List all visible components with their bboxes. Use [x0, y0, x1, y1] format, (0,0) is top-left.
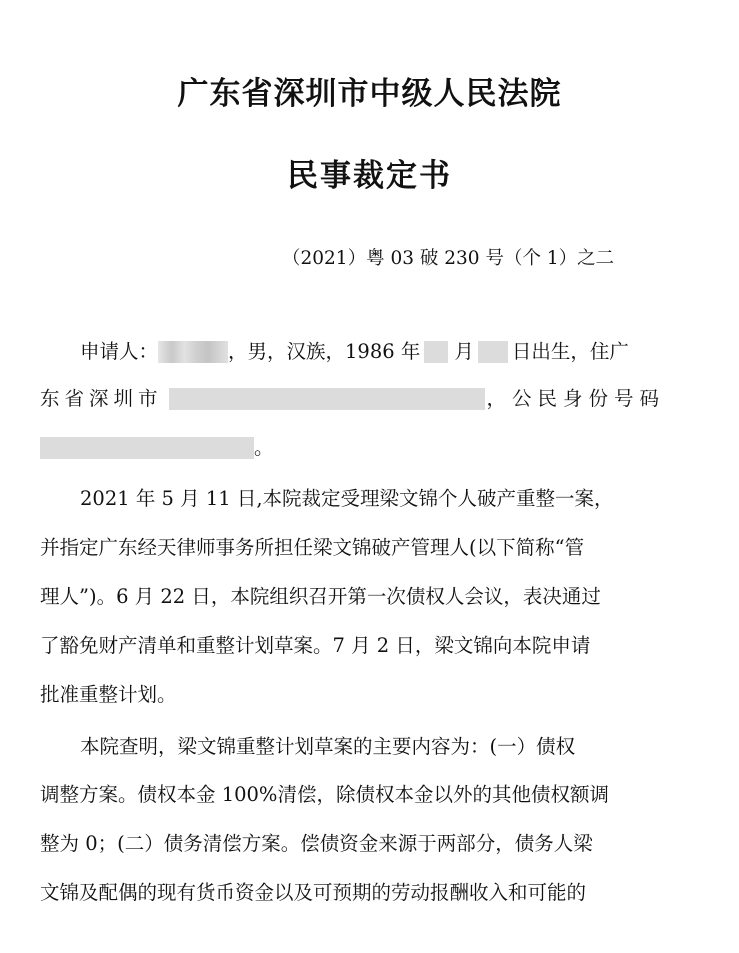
paragraph-1-line-2: 并指定广东经天律师事务所担任梁文锦破产管理人(以下简称“管	[40, 536, 585, 559]
applicant-line-1	[80, 337, 700, 367]
redacted-month	[424, 341, 448, 363]
paragraph-2-line-4: 文锦及配偶的现有货币资金以及可预期的劳动报酬收入和可能的	[40, 881, 587, 904]
paragraph-1-line-5: 批准重整计划。	[40, 683, 177, 706]
paragraph-1-line-4: 了豁免财产清单和重整计划草案。7 月 2 日，梁文锦向本院申请	[40, 634, 591, 657]
paragraph-2-line-3: 整为 0；(二）债务清偿方案。偿债资金来源于两部分，债务人梁	[40, 832, 593, 855]
applicant-line-2	[40, 384, 700, 414]
applicant-birth-residence: 日出生，住广	[511, 340, 629, 363]
paragraph-1-line-1: 2021 年 5 月 11 日,本院裁定受理梁文锦个人破产重整一案，	[80, 487, 614, 510]
id-label: ，公民身份号码	[486, 387, 666, 410]
redacted-address	[169, 388, 485, 410]
redacted-name	[158, 341, 228, 363]
case-number: （2021）粤 03 破 230 号（个 1）之二	[282, 248, 615, 269]
applicant-month-label: 月	[454, 340, 474, 363]
court-name-title: 广东省深圳市中级人民法院	[177, 76, 562, 112]
redacted-day	[478, 341, 508, 363]
id-suffix: 。	[254, 436, 274, 459]
applicant-line-3	[40, 433, 700, 463]
applicant-label: 申请人：	[80, 340, 159, 363]
paragraph-2-line-1: 本院查明，梁文锦重整计划草案的主要内容为：(一）债权	[80, 735, 576, 758]
paragraph-1-line-3: 理人”)。6 月 22 日，本院组织召开第一次债权人会议，表决通过	[40, 585, 601, 608]
address-prefix: 东省深圳市	[40, 387, 163, 410]
redacted-id-number	[40, 437, 254, 459]
applicant-gender-ethnicity: ，男，汉族，1986 年	[228, 340, 421, 363]
paragraph-2-line-2: 调整方案。债权本金 100%清偿，除债权本金以外的其他债权额调	[40, 783, 609, 806]
document-type-title: 民事裁定书	[287, 158, 452, 194]
